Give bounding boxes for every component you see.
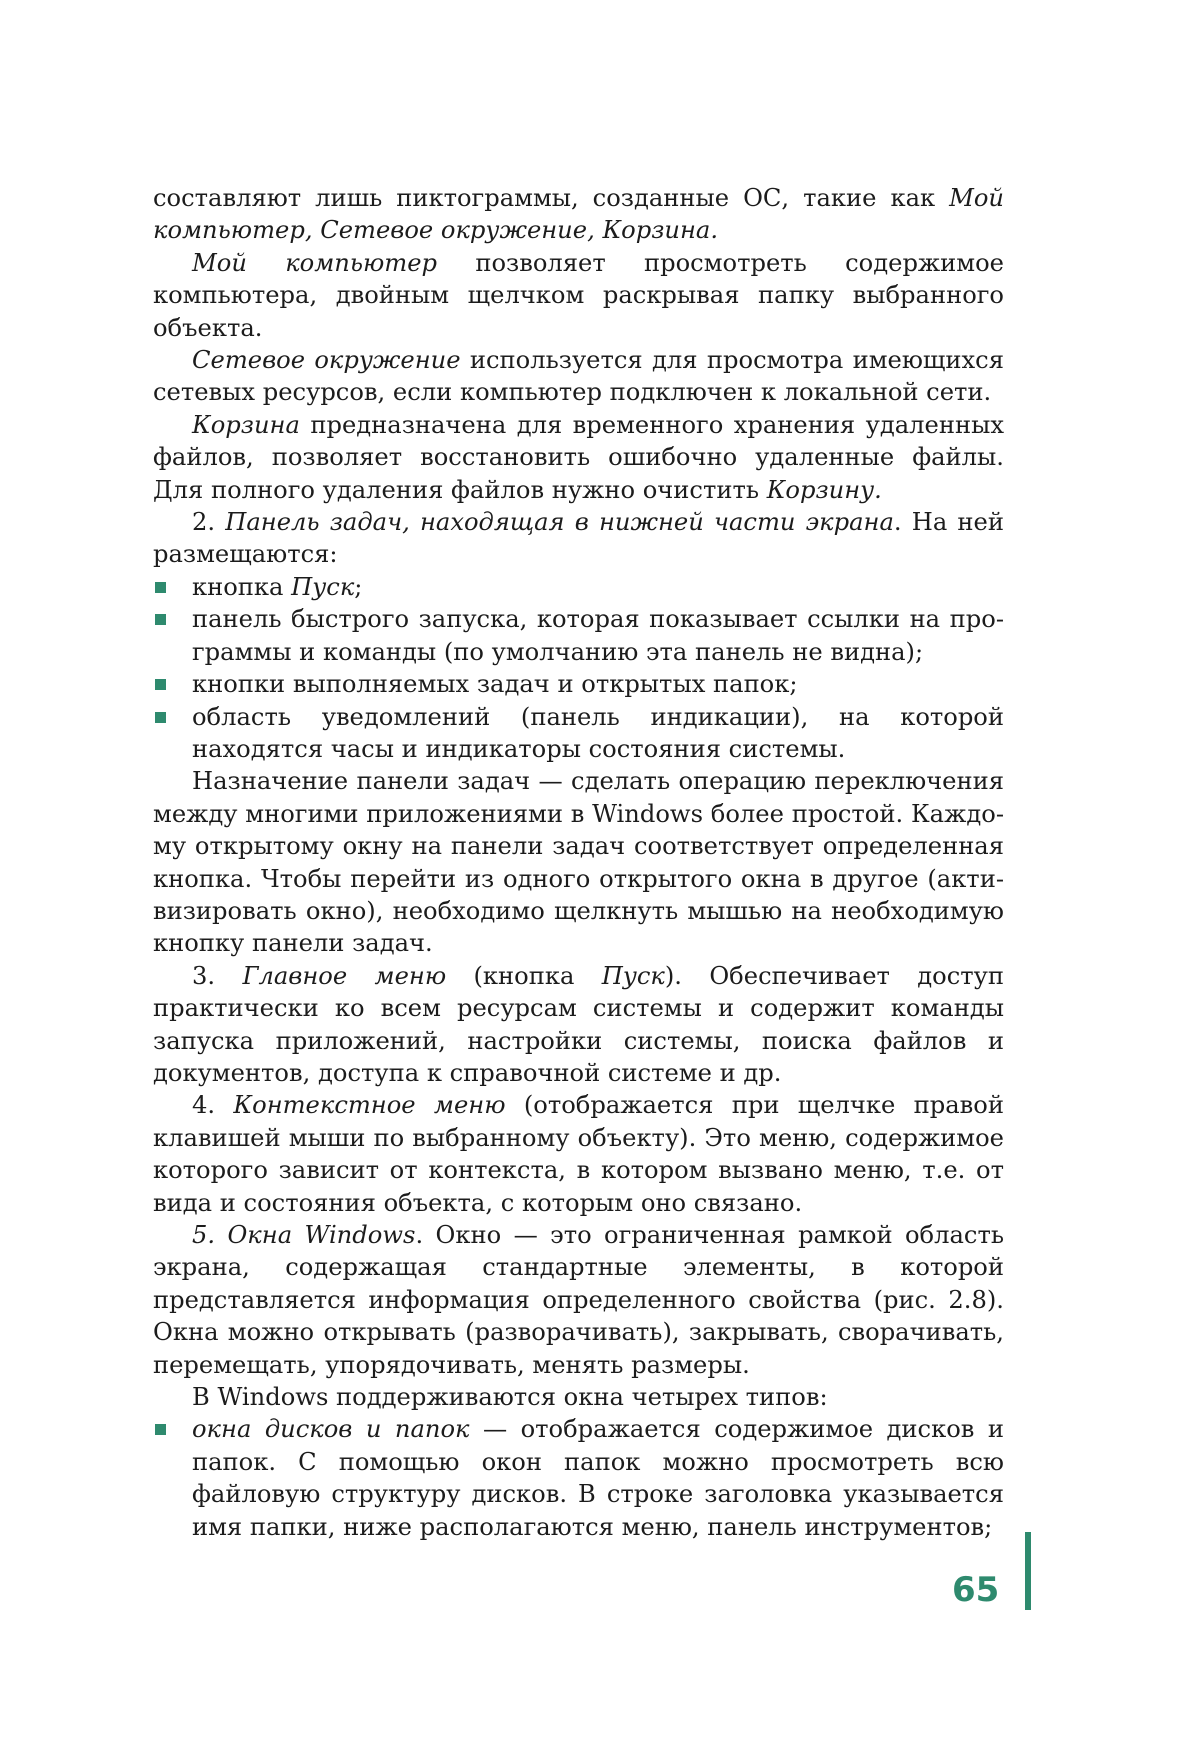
emphasis-run: 5. Окна Windows xyxy=(192,1221,416,1249)
square-bullet-icon xyxy=(155,712,166,723)
emphasis-run: Контекстное меню xyxy=(233,1091,506,1120)
text-run: — отображается содержимое дисков и папок. С помощью окон папок можно просмотреть всю файловую структуру дисков. В строке заголовка указывается имя папки, ниже располагаются меню, панель инструментов; xyxy=(192,1415,1004,1541)
text-run: позволяет просмотреть содержимое компьютера, двойным щелчком раскрывая папку выбранного объекта. xyxy=(153,248,1004,342)
list-item xyxy=(153,571,1004,603)
emphasis-run: Мой компьютер xyxy=(192,248,438,277)
emphasis-run: Пуск xyxy=(601,961,665,990)
emphasis-run: окна дисков и папок xyxy=(192,1415,470,1444)
paragraph-taskbar-purpose: Назначение панели задач — сделать операцию переключения между многими приложениями в Windows более простой. Каждому открытому окну на панели задач соответствует определенная кнопка. Чтобы перейти из одного открытого окна в другое (активизировать окно), необходимо щелкнуть мышью на необходимую кнопку панели задач. xyxy=(153,767,1004,958)
text-run: составляют лишь пиктограммы, созданные ОС, такие как xyxy=(153,184,950,212)
emphasis-run: Корзина xyxy=(192,410,300,439)
paragraph-window-types: В Windows поддерживаются окна четырех типов: xyxy=(192,1383,828,1412)
text-run: 2. xyxy=(192,508,226,537)
paragraph-network xyxy=(153,344,1004,409)
text-run: . Окно — это ограниченная рамкой область экрана, содержащая стандартные элементы, в которой представляется информация определенного свойства (рис. 2.8). Окна можно открывать (разворачивать), закрывать, сворачивать, перемещать, упорядочивать, менять размеры. xyxy=(153,1221,1004,1379)
window-types-list xyxy=(153,1413,1004,1543)
text-run: кнопки выполняемых задач и открытых папок; xyxy=(192,670,798,699)
page-body-text xyxy=(153,182,1004,1543)
emphasis-run: Пуск xyxy=(291,572,355,601)
text-run: предназначена для временного хранения удаленных файлов, позволяет восстановить ошибочно удаленные файлы. Для полного удаления файлов нужно очистить xyxy=(153,410,1004,504)
text-run: ; xyxy=(354,572,363,601)
emphasis-run: Главное меню xyxy=(242,961,447,990)
emphasis-run: Сетевое окружение xyxy=(192,346,461,375)
square-bullet-icon xyxy=(155,614,166,625)
square-bullet-icon xyxy=(155,1424,166,1435)
page-number: 65 xyxy=(952,1570,1000,1610)
paragraph-recycle-bin xyxy=(153,409,1004,506)
text-run: (отображается при щелчке правой клавишей мыши по выбранному объекту). Это меню, содержимое которого зависит от контекста, в котором вызвано меню, т.е. от вида и состояния объекта, с которым оно связано. xyxy=(153,1091,1004,1217)
list-item xyxy=(153,1413,1004,1543)
taskbar-items-list xyxy=(153,571,1004,765)
emphasis-run: Мой компьютер, Сетевое окружение, Корзина. xyxy=(153,184,1004,245)
text-run: используется для просмотра имеющихся сетевых ресурсов, если компьютер подключен к локальной сети. xyxy=(153,346,1004,407)
text-run: 4. xyxy=(192,1091,234,1120)
text-run: 3. xyxy=(192,961,243,990)
list-item xyxy=(153,668,1004,700)
text-run: панель быстрого запуска, которая показывает ссылки на программы и команды (по умолчанию эта панель не видна); xyxy=(192,605,1004,666)
list-item xyxy=(153,701,1004,766)
paragraph-context-menu xyxy=(153,1089,1004,1219)
text-run: (кнопка xyxy=(446,961,602,990)
paragraph-my-computer xyxy=(153,247,1004,344)
paragraph-taskbar xyxy=(153,506,1004,571)
paragraph-main-menu xyxy=(153,960,1004,1090)
paragraph-desktop-icons xyxy=(153,182,1004,247)
square-bullet-icon xyxy=(155,679,166,690)
page-number-rule xyxy=(1025,1532,1031,1610)
text-run: ). Обеспечивает доступ практически ко всем ресурсам системы и содержит команды запуска приложений, настройки системы, поиска файлов и документов, доступа к справочной системе и др. xyxy=(153,961,1004,1087)
emphasis-run: Корзину. xyxy=(766,475,882,504)
text-run: . На ней размещаются: xyxy=(153,508,1004,569)
text-run: кнопка xyxy=(192,572,292,601)
square-bullet-icon xyxy=(155,582,166,593)
text-run: область уведомлений (панель индикации), на которой находятся часы и индикаторы состояния системы. xyxy=(192,702,1004,763)
list-item xyxy=(153,603,1004,668)
emphasis-run: Панель задач, находящая в нижней части экрана xyxy=(225,508,894,537)
paragraph-windows xyxy=(153,1219,1004,1381)
